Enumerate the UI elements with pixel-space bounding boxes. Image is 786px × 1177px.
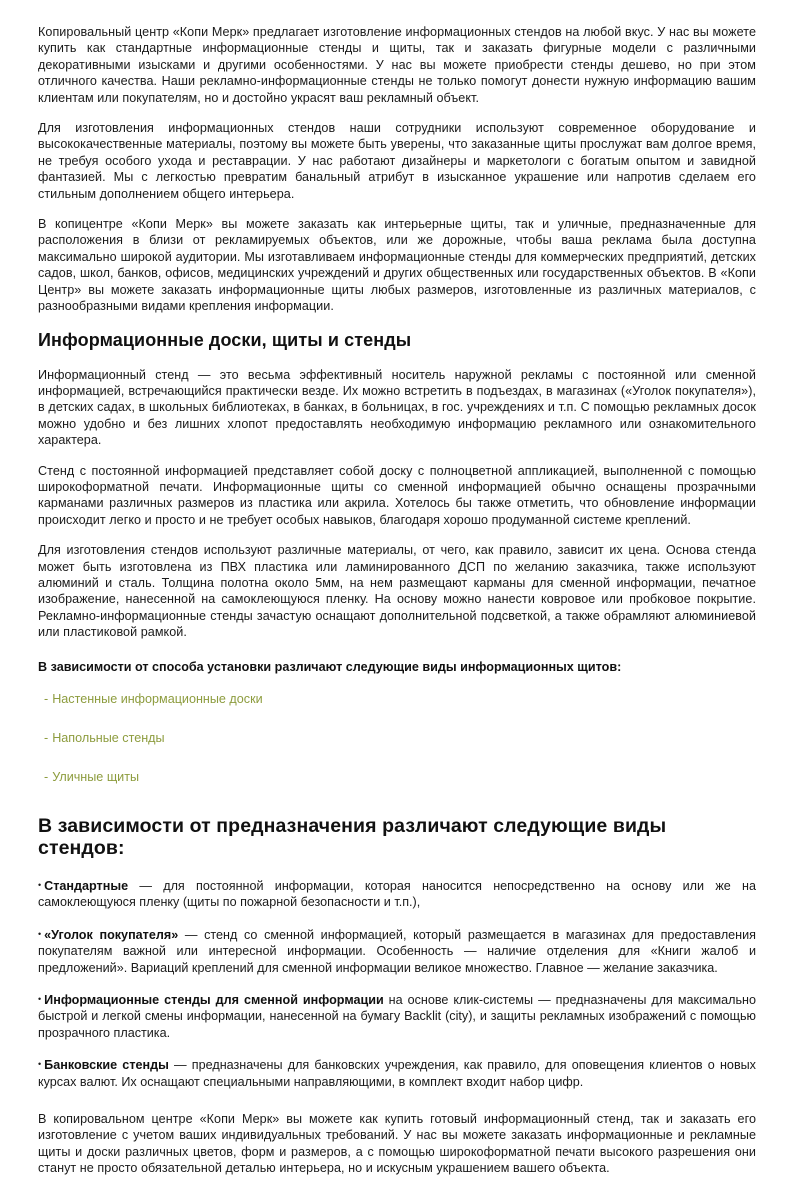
bullet-icon: •	[38, 1059, 42, 1070]
bullet-term: Информационные стенды для сменной информации	[44, 993, 384, 1008]
intro-paragraph-3: В копицентре «Копи Мерк» вы можете заказать как интерьерные щиты, так и уличные, предназначенные для расположения в близи от рекламируемых объектов, или же дорожные, чтобы ваша реклама была доступна максимально широкой аудитории. Мы изготавливаем информационные стенды для коммерческих предприятий, детских садов, школ, банков, офисов, медицинских учреждений и других общественных или государственных объектов. В «Копи Центр» вы можете заказать информационные щиты любых размеров, изготовленные из различных материалов, с разнообразными видами крепления информации.	[38, 217, 756, 314]
section-one-paragraph-2: Стенд с постоянной информацией представляет собой доску с полноцветной аппликацией, выполненной с помощью широкоформатной печати. Информационные щиты со сменной информацией обычно оснащены прозрачными карманами различных размеров из пластика или акрила. Хотелось бы также отметить, что обновление информации происходит легко и просто и не требует особых навыков, благодаря хорошо продуманной системе креплений.	[38, 463, 756, 527]
bullet-text: — для постоянной информации, которая наносится непосредственно на основу или же на самоклеющуюся пленку (щиты по пожарной безопасности и т.п.),	[38, 879, 756, 910]
list-dash: -	[44, 770, 49, 784]
bullet-term: «Уголок покупателя»	[44, 927, 179, 942]
section-one-paragraph-1: Информационный стенд — это весьма эффективный носитель наружной рекламы с постоянной или сменной информацией, встречающийся практически везде. Их можно встретить в подъездах, в магазинах («Уголок покупателя»), в детских садах, в школьных библиотеках, в банках, в больницах, в гос. учреждениях и т.п. С помощью рекламных досок можно удобно и без лишних хлопот предоставлять необходимую информацию рекламного или ознакомительного характера.	[38, 367, 756, 448]
bullet-text: на основе клик-системы — предназначены для максимально быстрой и легкой смены информации, нанесенной на бумагу Backlit (city), и защиты рекламных изображений с помощью прозрачного пластика.	[38, 993, 756, 1040]
intro-paragraph-1: Копировальный центр «Копи Мерк» предлагает изготовление информационных стендов на любой вкус. У нас вы можете купить как стандартные информационные стенды и щиты, так и заказать фигурные модели с различными декоративными изысками и другими особенностями. У нас вы можете приобрести стенды дешево, но при этом отличного качества. Наши рекламно-информационные стенды не только помогут донести нужную информацию вашим клиентам или покупателям, но и достойно украсят ваш рекламный объект.	[38, 25, 756, 105]
link-wall-boards[interactable]: Настенные информационные доски	[52, 692, 263, 706]
install-types-link-list	[38, 691, 756, 785]
bullet-text: — стенд со сменной информацией, который размещается в магазинах для предоставления покупателям важной или интересной информации. Особенность — наличие отделения для «Книги жалоб и предложений». Вариаций креплений для сменной информации великое множество. Главное — желание заказчика.	[38, 927, 756, 975]
bullet-item-buyer-corner	[38, 926, 756, 976]
section-one-paragraph-3: Для изготовления стендов используют различные материалы, от чего, как правило, зависит их цена. Основа стенда может быть изготовлена из ПВХ пластика или ламинированного ДСП по желанию заказчика, также используют алюминий и сталь. Толщина полотна около 5мм, на нем размещают карманы для сменной информации, печатное изображение, нанесенной на самоклеющуюся пленку. На основу можно нанести ковровое или пробковое покрытие. Рекламно-информационные стенды зачастую оснащают дополнительной подсветкой, а также обрамляют алюминиевой или пластиковой рамкой.	[38, 543, 756, 640]
bullet-item-bank-stands	[38, 1056, 756, 1090]
link-street-boards[interactable]: Уличные щиты	[52, 770, 140, 784]
bullet-term: Стандартные	[44, 879, 129, 893]
install-types-lead: В зависимости от способа установки различают следующие виды информационных щитов:	[38, 659, 622, 674]
bullet-text: — предназначены для банковских учреждения, как правило, для оповещения клиентов о новых курсах валют. Их оснащают специальными направляющими, в комплект входит набор цифр.	[38, 1058, 756, 1089]
section-heading-boards: Информационные доски, щиты и стенды	[38, 329, 412, 350]
bullet-term: Банковские стенды	[44, 1058, 169, 1073]
closing-paragraph: В копировальном центре «Копи Мерк» вы можете как купить готовый информационный стенд, так и заказать его изготовление с учетом ваших индивидуальных требований. У нас вы можете заказать информационные и рекламные щиты и доски различных цветов, форм и размеров, а с помощью широкоформатной печати высокого разрешения они станут не просто обязательной деталью интерьера, но и искусным украшением вашего объекта.	[38, 1112, 756, 1176]
bullet-item-changeable-info	[38, 991, 756, 1041]
bullet-item-standard	[38, 877, 756, 911]
bullet-icon: •	[38, 994, 42, 1005]
bullet-icon: •	[38, 880, 42, 890]
section-heading-purpose: В зависимости от предназначения различают следующие виды стендов:	[38, 815, 667, 859]
intro-paragraph-2: Для изготовления информационных стендов наши сотрудники используют современное оборудование и высококачественные материалы, поэтому вы можете быть уверены, что заказанные щиты прослужат вам долгое время, не требуя особого ухода и реставрации. У нас работают дизайнеры и маркетологи с богатым опытом и завидной фантазией. Мы с легкостью превратим банальный атрибут в изысканное украшение или напротив сделаем его стильным дополнением общего интерьера.	[38, 121, 756, 201]
list-dash: -	[44, 692, 49, 706]
bullet-icon: •	[38, 928, 42, 939]
list-item	[38, 691, 756, 707]
link-floor-stands[interactable]: Напольные стенды	[52, 731, 165, 745]
list-item	[38, 769, 756, 785]
list-dash: -	[44, 731, 49, 745]
list-item	[38, 730, 756, 746]
